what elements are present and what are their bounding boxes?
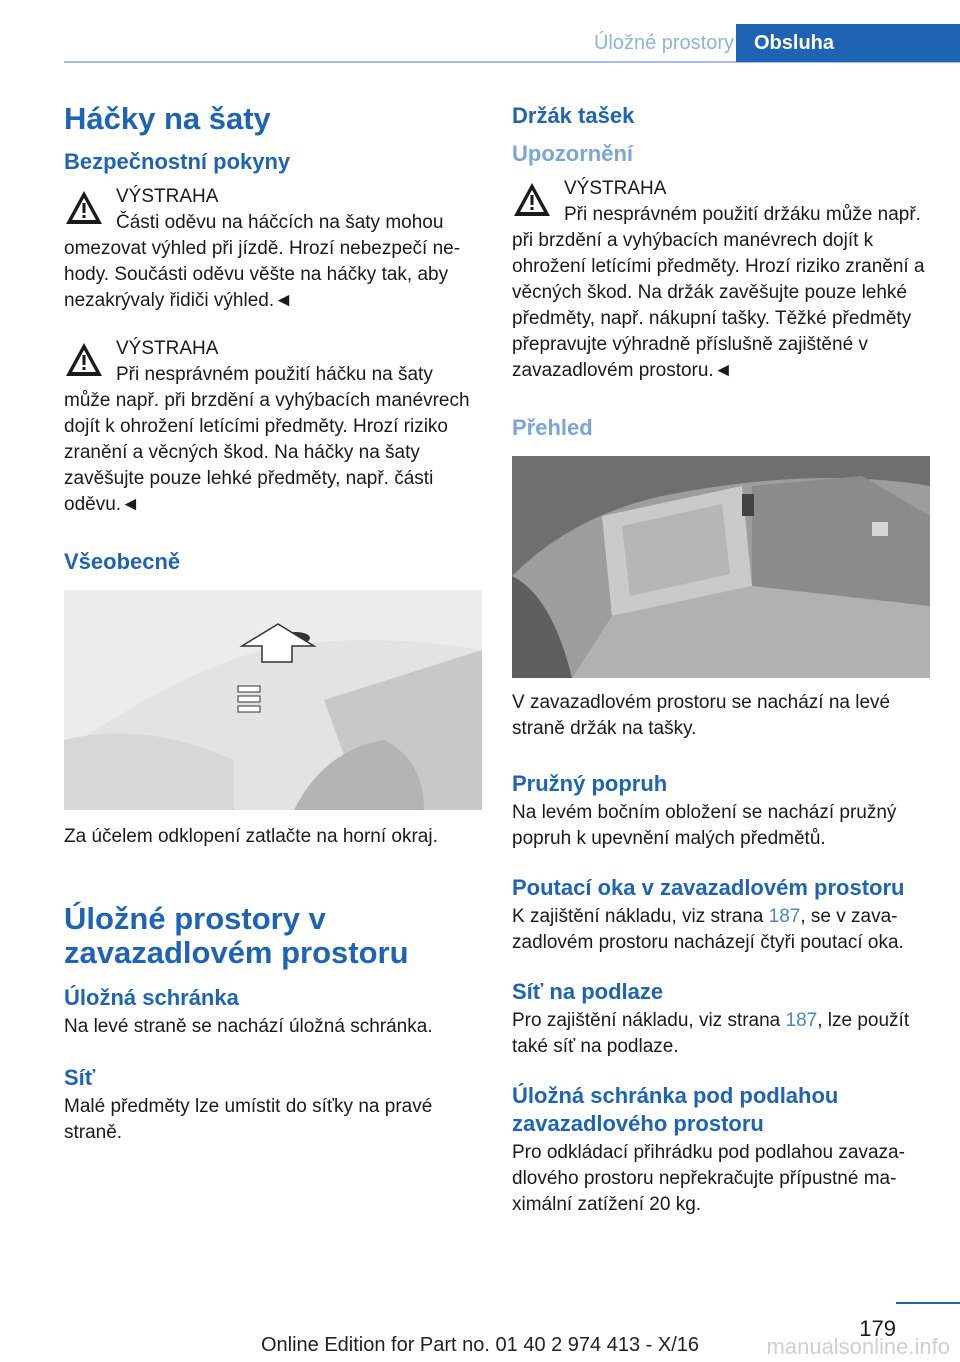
edition-note: Online Edition for Part no. 01 40 2 974 413 - X/16: [260, 1334, 700, 1356]
bag-holder-heading: Držák tašek: [512, 103, 635, 128]
safety-heading: Bezpečnostní pokyny: [64, 149, 291, 174]
warning-triangle-icon: [512, 180, 552, 220]
page-link-187[interactable]: 187: [768, 906, 801, 927]
general-heading: Všeobecně: [64, 549, 181, 574]
warning-label: VÝSTRAHA: [564, 178, 667, 199]
warning-text: Při nesprávném použití držáku může např. při brzdění a vyhýbacích manévrech dojít k ohrožení letícími předměty. Hrozí riziko zranění a věcných škod. Na držák zavěšujte pouze lehké předměty, např. nákupní tašky. Těžké předměty přepravujte výhradně příslušně zajištěné v zavazadlovém prostoru.◄: [512, 204, 925, 381]
overview-heading: Přehled: [512, 415, 593, 440]
footer-rule: [896, 1302, 960, 1304]
lashing-eyes-heading: Poutací oka v zavazadlovém prostoru: [512, 875, 905, 900]
storage-box-text: Na levé straně se nachází úložná schránka.: [64, 1016, 433, 1037]
page-number: 179: [859, 1316, 896, 1341]
under-floor-text: Pro odkládací přihrádku pod podlahou zavazadlového prostoru nepřekračujte přípustné maximální zatížení 20 kg.: [512, 1142, 905, 1215]
clothes-hook-figure: [64, 590, 482, 810]
lashing-text-part: , se v zavazadlovém prostoru nacházejí čtyři poutací oka.: [512, 906, 904, 953]
warning-block-3: [512, 176, 930, 384]
figure-caption: Za účelem odklopení zatlačte na horní okraj.: [64, 826, 438, 847]
elastic-strap-heading: Pružný popruh: [512, 771, 668, 796]
floor-net-heading: Síť na podlaze: [512, 979, 664, 1004]
lashing-eyes-text: [512, 904, 930, 956]
net-heading: Síť: [64, 1065, 96, 1090]
storage-box-heading: Úložná schránka: [64, 985, 239, 1010]
luggage-compartment-figure: [512, 456, 930, 678]
warning-block-2: [64, 336, 482, 518]
right-column: [512, 100, 930, 1218]
left-column: [64, 100, 482, 1146]
figure-caption: V zavazadlovém prostoru se nachází na levé straně držák na tašky.: [512, 692, 891, 739]
warning-label: VÝSTRAHA: [116, 338, 219, 359]
header-section-title: Úložné prostory: [593, 32, 734, 54]
notice-heading: Upozornění: [512, 141, 633, 166]
warning-text: Části oděvu na háčcích na šaty mohou omezovat výhled při jízdě. Hrozí nebezpečí nehody. Součásti oděvu věšte na háčky tak, aby nezakrývaly řidiči výhled.◄: [64, 212, 461, 311]
under-floor-heading: Úložná schránka pod podlahou zavazadlového prostoru: [512, 1083, 839, 1136]
header-chapter-tab[interactable]: Obsluha: [736, 24, 960, 62]
warning-block-1: [64, 184, 482, 314]
page-link-187[interactable]: 187: [785, 1010, 818, 1031]
floor-net-text-part: , lze použít také síť na podlaze.: [512, 1010, 910, 1057]
warning-text: Při nesprávném použití háčku na šaty může např. při brzdění a vyhýbacích manévrech dojít k ohrožení letícími předměty. Hrozí riziko zranění a věcných škod. Na háčky na šaty zavěšujte pouze lehké předměty, např. části oděvu.◄: [64, 364, 470, 515]
watermark: manualsonline.info: [766, 1334, 950, 1359]
section-title-clothes-hooks: Háčky na šaty: [64, 101, 271, 136]
elastic-strap-text: Na levém bočním obložení se nachází pružný popruh k upevnění malých předmětů.: [512, 802, 897, 849]
section-title-storage: Úložné prostory v zavazadlovém prostoru: [64, 901, 409, 970]
warning-label: VÝSTRAHA: [116, 186, 219, 207]
warning-triangle-icon: [64, 188, 104, 228]
net-text: Malé předměty lze umístit do síťky na pravé straně.: [64, 1096, 433, 1143]
floor-net-text-part: Pro zajištění nákladu, viz strana: [512, 1010, 786, 1031]
warning-triangle-icon: [64, 340, 104, 380]
lashing-text-part: K zajištění nákladu, viz strana: [512, 906, 769, 927]
floor-net-text: [512, 1008, 930, 1060]
